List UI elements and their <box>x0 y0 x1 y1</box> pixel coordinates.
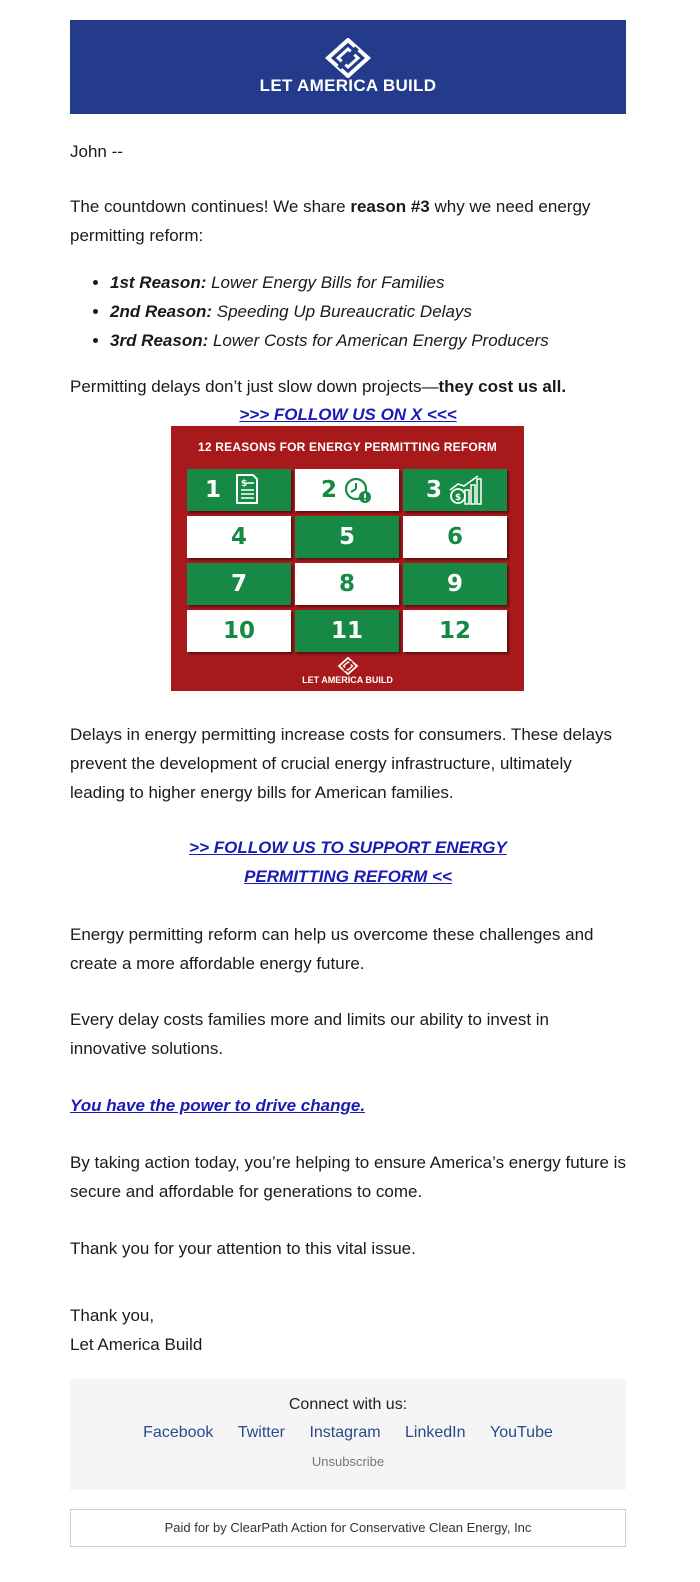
list-item <box>110 268 626 297</box>
header-banner[interactable] <box>70 20 626 114</box>
paragraph-thanks: Thank you for your attention to this vital issue. <box>70 1239 416 1258</box>
email-body <box>70 20 626 1535</box>
diamond-logo-icon <box>325 38 371 78</box>
grid-cell-11: 11 <box>295 610 399 652</box>
grid-cell-4: 4 <box>187 516 291 558</box>
cell-number: 3 <box>425 477 442 503</box>
footer-panel <box>70 1379 626 1490</box>
reason-text: Lower Energy Bills for Families <box>206 273 445 292</box>
grid-cell-12: 12 <box>403 610 507 652</box>
intro-bold: reason #3 <box>350 197 430 216</box>
linkedin-link[interactable]: LinkedIn <box>405 1424 466 1441</box>
unsubscribe-link[interactable]: Unsubscribe <box>311 1454 385 1469</box>
list-item <box>110 297 626 326</box>
connect-label: Connect with us: <box>288 1396 408 1413</box>
graphic-title: 12 REASONS FOR ENERGY PERMITTING REFORM <box>198 440 497 454</box>
grid-cell-9: 9 <box>403 563 507 605</box>
paragraph-action: By taking action today, you’re helping to ensure America’s energy future is secure and affordable for generations to come. <box>70 1153 626 1201</box>
paragraph-delay: Every delay costs families more and limits our ability to invest in innovative solutions. <box>70 1010 550 1058</box>
grid-cell-5: 5 <box>295 516 399 558</box>
cell-number: 1 <box>205 477 222 503</box>
paragraph-reform: Energy permitting reform can help us overcome these challenges and create a more affordable energy future. <box>70 925 594 973</box>
reason-text: Lower Costs for American Energy Producers <box>208 331 549 350</box>
delays-paragraph <box>70 372 626 401</box>
youtube-link[interactable]: YouTube <box>489 1424 553 1441</box>
graphic-brand: LET AMERICA BUILD <box>302 675 393 685</box>
facebook-link[interactable]: Facebook <box>143 1424 214 1441</box>
follow-support-link[interactable] <box>70 833 626 891</box>
reasons-list <box>70 268 626 355</box>
intro-text: The countdown continues! We share <box>70 197 351 216</box>
paid-for-disclaimer: Paid for by ClearPath Action for Conservative Clean Energy, Inc <box>70 1509 626 1547</box>
brand-name: LET AMERICA BUILD <box>259 76 437 95</box>
clock-alert-icon <box>343 475 373 505</box>
intro-text-end: why we need energy permitting reform: <box>70 197 591 245</box>
grid-cell-8: 8 <box>295 563 399 605</box>
grid-cell-2 <box>295 469 399 511</box>
delays-bold: they cost us all. <box>438 377 567 396</box>
signoff-line2: Let America Build <box>70 1335 203 1354</box>
social-links <box>70 1424 626 1442</box>
intro-paragraph <box>70 192 626 250</box>
svg-text:$: $ <box>241 479 248 489</box>
grid-cell-7: 7 <box>187 563 291 605</box>
signoff-line1: Thank you, <box>70 1306 155 1325</box>
follow-support-line2[interactable]: PERMITTING REFORM << <box>244 867 452 886</box>
bill-icon <box>233 473 261 507</box>
cost-chart-icon <box>448 474 484 506</box>
reason-label: 3rd Reason: <box>110 331 209 350</box>
grid-cell-3 <box>403 469 507 511</box>
graphic-logo-icon <box>337 657 359 675</box>
reasons-graphic[interactable] <box>171 426 524 691</box>
grid-cell-6: 6 <box>403 516 507 558</box>
greeting: John -- <box>70 142 123 161</box>
grid-cell-10: 10 <box>187 610 291 652</box>
power-link[interactable]: You have the power to drive change. <box>70 1096 366 1115</box>
cell-number: 2 <box>320 477 337 503</box>
grid-cell-1 <box>187 469 291 511</box>
svg-text:$: $ <box>455 493 462 503</box>
instagram-link[interactable]: Instagram <box>309 1424 381 1441</box>
reason-label: 1st Reason: <box>110 273 207 292</box>
reason-label: 2nd Reason: <box>110 302 213 321</box>
paragraph-costs: Delays in energy permitting increase costs for consumers. These delays prevent the development of crucial energy infrastructure, ultimately leading to higher energy bills for American families. <box>70 725 613 802</box>
follow-support-line1[interactable]: >> FOLLOW US TO SUPPORT ENERGY <box>189 838 507 857</box>
list-item <box>110 326 626 355</box>
delays-text: Permitting delays don’t just slow down projects— <box>70 377 439 396</box>
follow-x-link[interactable]: >>> FOLLOW US ON X <<< <box>239 405 457 424</box>
signoff <box>70 1301 202 1359</box>
reason-text: Speeding Up Bureaucratic Delays <box>212 302 472 321</box>
twitter-link[interactable]: Twitter <box>237 1424 285 1441</box>
